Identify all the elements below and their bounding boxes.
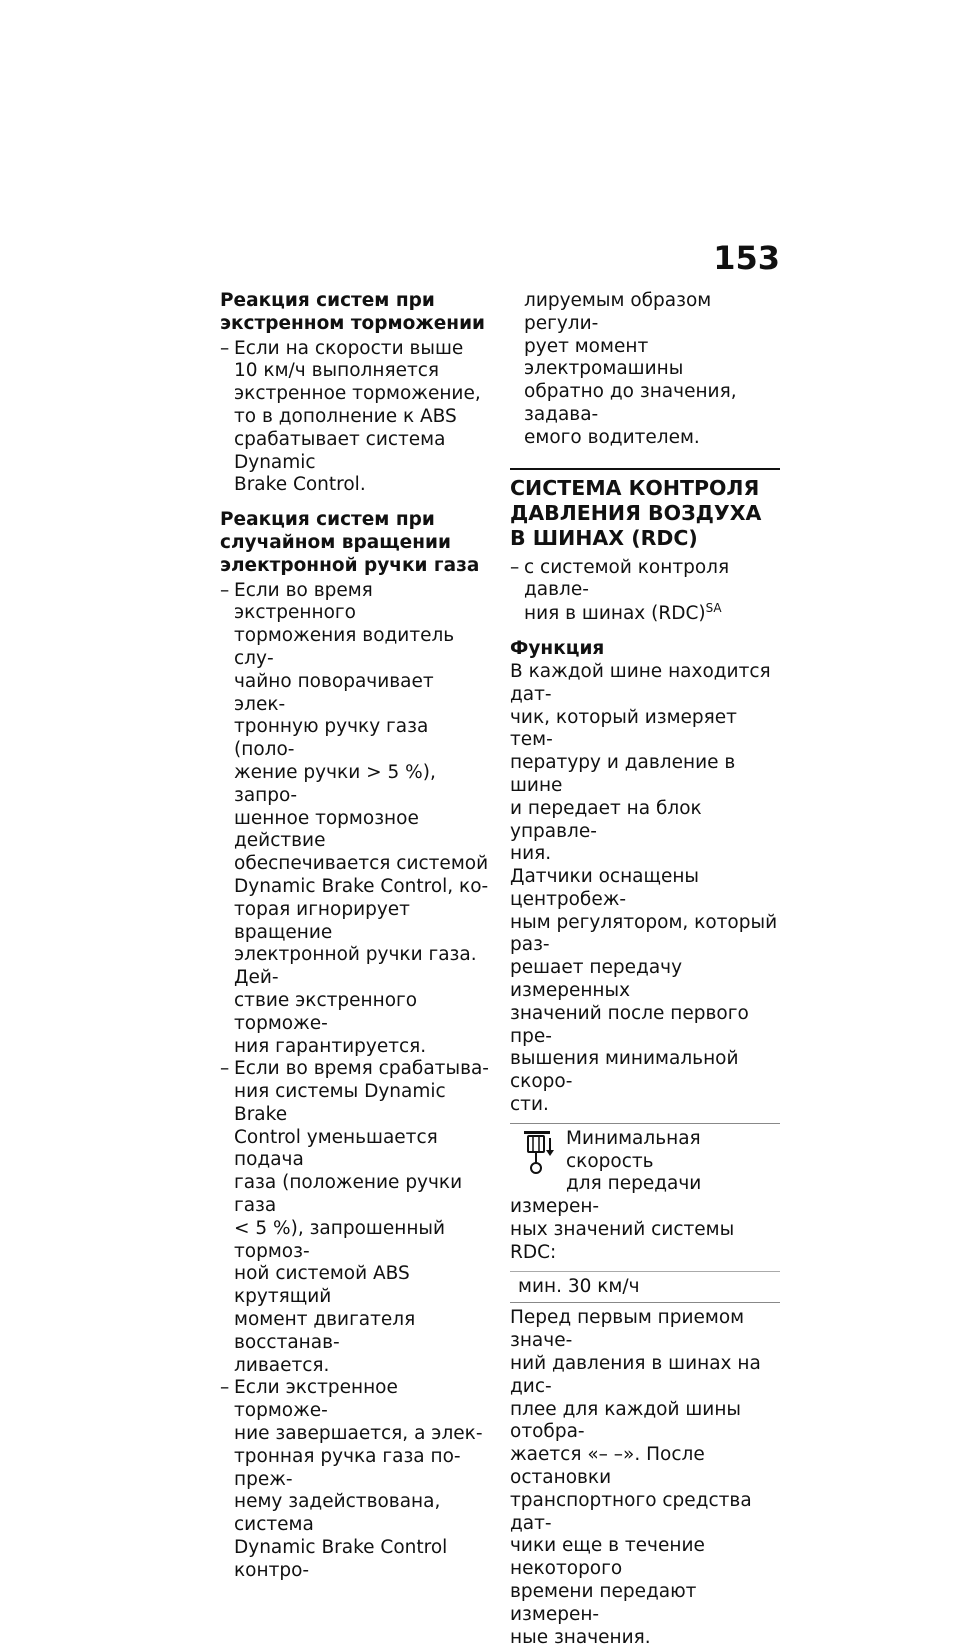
dash-bullet-icon: – [510,556,520,578]
throttle-rotation-list [220,580,490,1583]
list-item: – Если экстренное торможе- ние завершается, а элек- тронная ручка газа по-преж- нему задействована, система Dynamic Brake Control контро- [220,1377,483,1581]
page-number: 153 [713,239,780,277]
list-item: – Если во время экстренного торможения водитель слу- чайно поворачивает элек- тронную ручку газа (поло- жение ручки > 5 %), запро- шенное тормозное действие обеспечивается системой Dynamic Brake Control, ко- торая игнорирует вращение электронной ручки газа. Дей- ствие экстренного торможе- ния гарантируется. [220,579,489,1057]
tire-pressure-sensor-icon [520,1130,560,1176]
dash-bullet-icon: – [220,1377,230,1399]
section-title-rdc: СИСТЕМА КОНТРОЛЯ ДАВЛЕНИЯ ВОЗДУХА В ШИНАХ (RDC) [510,475,762,550]
heading-emergency-braking: Реакция систем при экстренном торможении [220,290,486,334]
note-value: мин. 30 км/ч [510,1271,780,1303]
note-text: Минимальная скорость для передачи измерен- ных значений системы RDC: [510,1127,735,1263]
function-paragraph-1: В каждой шине находится дат- чик, который измеряет тем- пературу и давление в шине и передает на блок управле- ния. [510,660,771,865]
heading-function: Функция [510,638,605,660]
left-column [220,290,490,1583]
note-box [510,1123,780,1304]
right-column [510,290,780,1649]
heading-throttle-rotation: Реакция систем при случайном вращении электронной ручки газа [220,509,480,576]
list-continuation: лируемым образом регули- рует момент электромашины обратно до значения, задава- емого водителем. [524,290,737,448]
after-note-paragraph: Перед первым приемом значе- ний давления в шинах на дис- плее для каждой шины отобра- жается «– –». После остановки транспортного средства дат- чики еще в течение некоторого времени передают измерен- ные значения. [510,1307,761,1648]
list-item: – Если во время срабатыва- ния системы Dynamic Brake Control уменьшается подача газа (положение ручки газа < 5 %), запрошенный тормоз- ной системой ABS крутящий момент двигателя восстанав- ливается. [220,1058,489,1376]
dash-bullet-icon: – [220,1058,230,1080]
list-item: – Если на скорости выше 10 км/ч выполняется экстренное торможение, то в дополнение к ABS срабатывает система Dynamic Brake Control. [220,337,481,496]
list-item: – с системой контроля давле- ния в шинах (RDC)$^{SA}$ [510,556,730,625]
emergency-braking-list [220,338,490,498]
special-equipment-marker: SA [705,601,722,616]
section-divider [510,468,780,470]
rdc-list [510,557,780,627]
dash-bullet-icon: – [220,579,230,601]
dash-bullet-icon: – [220,337,230,359]
function-paragraph-2: Датчики оснащены центробеж- ным регулятором, который раз- решает передачу измеренных значений после первого пре- вышения минимальной скоро- сти. [510,866,778,1116]
